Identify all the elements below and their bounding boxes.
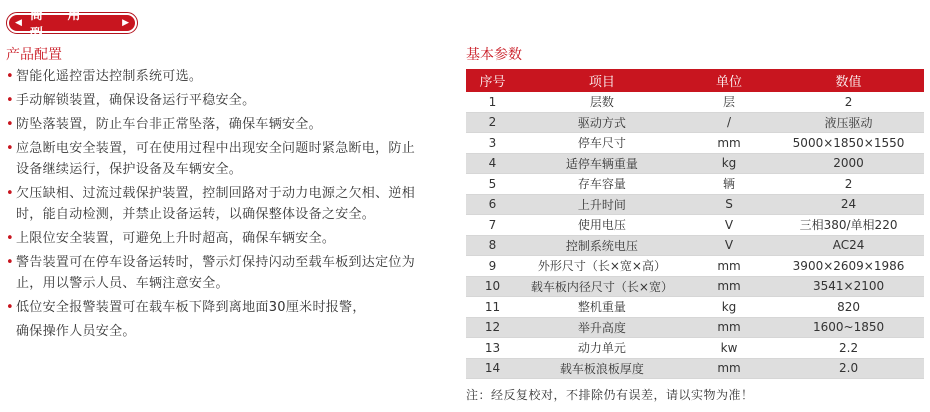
spec-item: 动力单元: [519, 338, 685, 359]
right-arrow-icon: ▶: [122, 18, 129, 28]
feature-item: • 警告装置可在停车设备运转时，警示灯保持闪动至载车板到达定位为止，用以警示人员、车辆注意安全。: [6, 252, 426, 294]
spec-item: 外形尺寸（长×宽×高）: [519, 256, 685, 277]
table-row: [466, 235, 924, 256]
spec-unit: kg: [685, 297, 773, 318]
spec-value: 2.2: [773, 338, 924, 359]
spec-value: 820: [773, 297, 924, 318]
spec-value: 2000: [773, 153, 924, 174]
spec-unit: /: [685, 112, 773, 133]
spec-unit: V: [685, 215, 773, 236]
spec-item: 适停车辆重量: [519, 153, 685, 174]
left-arrow-icon: ◀: [15, 18, 22, 28]
table-row: [466, 174, 924, 195]
spec-unit: kw: [685, 338, 773, 359]
table-row: [466, 194, 924, 215]
spec-no: 9: [466, 256, 519, 277]
table-row: [466, 297, 924, 318]
spec-no: 8: [466, 235, 519, 256]
spec-unit: S: [685, 194, 773, 215]
config-section-title: 产品配置: [6, 47, 62, 63]
table-row: [466, 338, 924, 359]
header-item: 项目: [519, 69, 685, 92]
spec-item: 上升时间: [519, 194, 685, 215]
spec-unit: kg: [685, 153, 773, 174]
header-no: 序号: [466, 69, 519, 92]
spec-no: 1: [466, 92, 519, 112]
spec-item: 使用电压: [519, 215, 685, 236]
table-row: [466, 215, 924, 236]
spec-unit: 辆: [685, 174, 773, 195]
table-row: [466, 317, 924, 338]
spec-value: 24: [773, 194, 924, 215]
spec-item: 停车尺寸: [519, 133, 685, 154]
feature-item: • 上限位安全装置，可避免上升时超高，确保车辆安全。: [6, 228, 426, 249]
spec-unit: 层: [685, 92, 773, 112]
spec-no: 6: [466, 194, 519, 215]
spec-unit: mm: [685, 276, 773, 297]
spec-item: 整机重量: [519, 297, 685, 318]
spec-item: 举升高度: [519, 317, 685, 338]
spec-unit: V: [685, 235, 773, 256]
feature-item: • 防坠落装置，防止车台非正常坠落，确保车辆安全。: [6, 114, 426, 135]
spec-value: 3900×2609×1986: [773, 256, 924, 277]
spec-no: 2: [466, 112, 519, 133]
spec-no: 10: [466, 276, 519, 297]
spec-no: 12: [466, 317, 519, 338]
spec-unit: mm: [685, 358, 773, 379]
spec-item: 载车板内径尺寸（长×宽）: [519, 276, 685, 297]
spec-table: [466, 69, 924, 379]
feature-item: • 欠压缺相、过流过载保护装置，控制回路对于动力电源之欠相、逆相时，能自动检测，并禁止设备运转，以确保整体设备之安全。: [6, 183, 426, 225]
feature-item: • 手动解锁装置，确保设备运行平稳安全。: [6, 90, 426, 111]
badge-label: 商 用 型: [29, 8, 91, 42]
spec-value: 1600~1850: [773, 317, 924, 338]
feature-item: • 智能化遥控雷达控制系统可选。: [6, 66, 426, 87]
table-row: [466, 256, 924, 277]
spec-no: 5: [466, 174, 519, 195]
spec-value: 3541×2100: [773, 276, 924, 297]
header-unit: 单位: [685, 69, 773, 92]
table-row: [466, 92, 924, 112]
feature-item: • 低位安全报警装置可在载车板下降到离地面30厘米时报警，: [6, 297, 426, 318]
spec-header-row: [466, 69, 924, 92]
spec-value: 2.0: [773, 358, 924, 379]
spec-no: 11: [466, 297, 519, 318]
spec-value: 三相380/单相220: [773, 215, 924, 236]
spec-unit: mm: [685, 133, 773, 154]
spec-item: 驱动方式: [519, 112, 685, 133]
disclaimer-note: 注：经反复校对，不排除仍有误差，请以实物为准！: [466, 388, 754, 402]
table-row: [466, 276, 924, 297]
spec-section-title: 基本参数: [466, 47, 522, 63]
table-row: [466, 112, 924, 133]
spec-item: 存车容量: [519, 174, 685, 195]
feature-list: [6, 66, 426, 345]
spec-item: 控制系统电压: [519, 235, 685, 256]
product-type-badge: [6, 8, 138, 42]
spec-no: 14: [466, 358, 519, 379]
spec-value: AC24: [773, 235, 924, 256]
header-value: 数值: [773, 69, 924, 92]
feature-item: 确保操作人员安全。: [16, 324, 136, 339]
spec-unit: mm: [685, 256, 773, 277]
spec-no: 4: [466, 153, 519, 174]
spec-no: 13: [466, 338, 519, 359]
spec-unit: mm: [685, 317, 773, 338]
spec-no: 7: [466, 215, 519, 236]
feature-item: • 应急断电安全装置，可在使用过程中出现安全问题时紧急断电，防止设备继续运行，保护设备及车辆安全。: [6, 138, 426, 180]
spec-no: 3: [466, 133, 519, 154]
table-row: [466, 133, 924, 154]
table-row: [466, 358, 924, 379]
spec-item: 层数: [519, 92, 685, 112]
badge-inner: [9, 8, 135, 42]
spec-item: 载车板浪板厚度: [519, 358, 685, 379]
spec-value: 2: [773, 174, 924, 195]
spec-value: 2: [773, 92, 924, 112]
spec-value: 5000×1850×1550: [773, 133, 924, 154]
spec-value: 液压驱动: [773, 112, 924, 133]
table-row: [466, 153, 924, 174]
